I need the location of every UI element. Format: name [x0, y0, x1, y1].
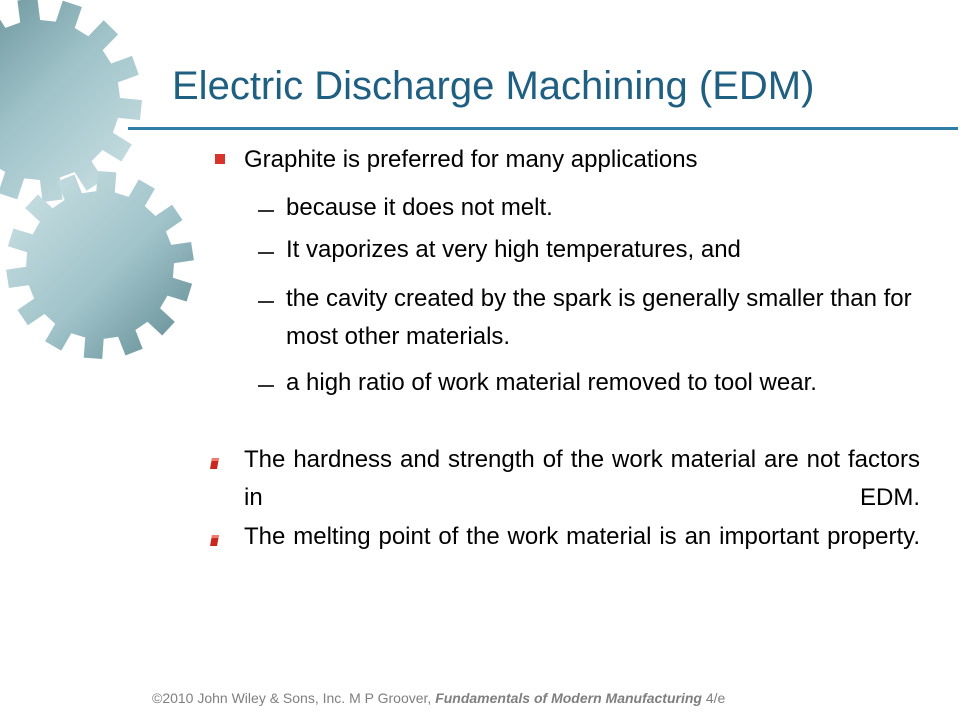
slide-footer — [152, 690, 725, 706]
dash-icon — [258, 301, 274, 303]
bullet-secondary: The melting point of the work material is an important property. — [244, 523, 920, 550]
bullet-square-icon — [215, 154, 225, 164]
bullet-secondary: The hardness and strength of the work material are not factors in EDM. — [244, 446, 920, 511]
sub-bullet: because it does not melt. — [286, 194, 553, 221]
sub-bullet: It vaporizes at very high temperatures, and — [286, 236, 741, 263]
sub-bullet: a high ratio of work material removed to tool wear. — [286, 369, 817, 396]
red-bullet-icon — [210, 535, 219, 546]
bullet-main: Graphite is preferred for many applications — [244, 146, 698, 173]
dash-icon — [258, 385, 274, 387]
footer-book-title: Fundamentals of Modern Manufacturing — [435, 690, 702, 706]
dash-icon — [258, 210, 274, 212]
footer-edition: 4/e — [701, 690, 726, 706]
sub-bullet: the cavity created by the spark is generally smaller than for most other materials. — [286, 285, 912, 350]
slide-title: Electric Discharge Machining (EDM) — [172, 64, 815, 108]
dash-icon — [258, 252, 274, 254]
footer-copyright: ©2010 John Wiley & Sons, Inc. M P Groover, — [152, 690, 436, 706]
red-bullet-icon — [210, 458, 219, 469]
